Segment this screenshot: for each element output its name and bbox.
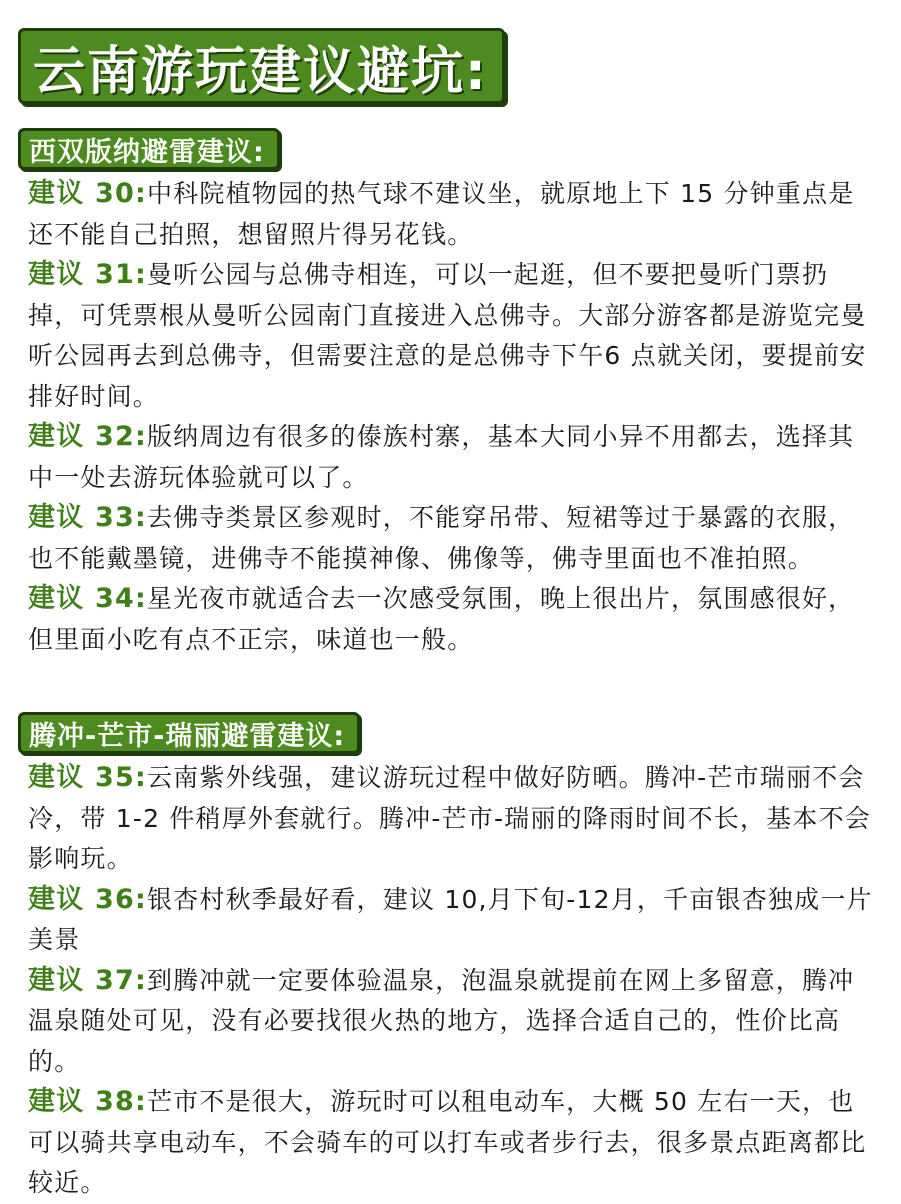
tip-item [28,961,878,1083]
tip-label: 建议 36: [28,883,147,915]
section-heading-text: 西双版纳避雷建议: [29,136,265,168]
tip-text: 中科院植物园的热气球不建议坐，就原地上下 15 分钟重点是还不能自己拍照，想留照片得另花钱。 [28,179,855,249]
tip-item [28,880,878,961]
section-heading-tengchong [18,712,360,754]
section-heading-text: 腾冲-芒市-瑞丽避雷建议: [29,720,346,752]
tip-text: 到腾冲就一定要体验温泉，泡温泉就提前在网上多留意，腾冲温泉随处可见，没有必要找很火热的地方，选择合适自己的，性价比高的。 [28,965,855,1076]
tip-text: 版纳周边有很多的傣族村寨，基本大同小异不用都去，选择其中一处去游玩体验就可以了。 [28,422,855,492]
title-banner [18,28,505,104]
tip-label: 建议 38: [28,1086,147,1117]
tip-label: 建议 37: [28,964,147,996]
tip-item [28,255,878,417]
tips-list-tengchong [28,758,878,1204]
tip-label: 建议 35: [28,762,147,793]
page-title: 云南游玩建议避坑: [33,41,488,102]
tip-text: 曼听公园与总佛寺相连，可以一起逛，但不要把曼听门票扔掉，可凭票根从曼听公园南门直接进入总佛寺。大部分游客都是游览完曼听公园再去到总佛寺，但需要注意的是总佛寺下午6 点就关闭，要提前安排好时间。 [28,260,867,411]
tips-list-xishuangbanna [28,174,878,660]
tip-text: 星光夜市就适合去一次感受氛围，晚上很出片，氛围感很好，但里面小吃有点不正宗，味道也一般。 [28,584,855,654]
tip-label: 建议 34: [28,583,147,614]
section-heading-xishuangbanna [18,128,280,170]
tip-text: 银杏村秋季最好看，建议 10,月下旬-12月，千亩银杏独成一片美景 [28,884,873,954]
tip-text: 芒市不是很大，游玩时可以租电动车，大概 50 左右一天，也可以骑共享电动车，不会骑车的可以打车或者步行去，很多景点距离都比较近。 [28,1087,867,1197]
tip-item [28,174,878,255]
tip-label: 建议 31: [28,259,147,290]
tip-item [28,579,878,660]
tip-label: 建议 30: [28,178,147,209]
tip-text: 去佛寺类景区参观时，不能穿吊带、短裙等过于暴露的衣服，也不能戴墨镜，进佛寺不能摸神像、佛像等，佛寺里面也不准拍照。 [28,503,855,573]
tip-label: 建议 32: [28,421,147,452]
tip-label: 建议 33: [28,502,147,533]
tip-item [28,498,878,579]
tip-text: 云南紫外线强，建议游玩过程中做好防晒。腾冲-芒市瑞丽不会冷，带 1-2 件稍厚外套就行。腾冲-芒市-瑞丽的降雨时间不长，基本不会影响玩。 [28,763,871,873]
tip-item [28,758,878,880]
tip-item [28,417,878,498]
tip-item [28,1082,878,1204]
